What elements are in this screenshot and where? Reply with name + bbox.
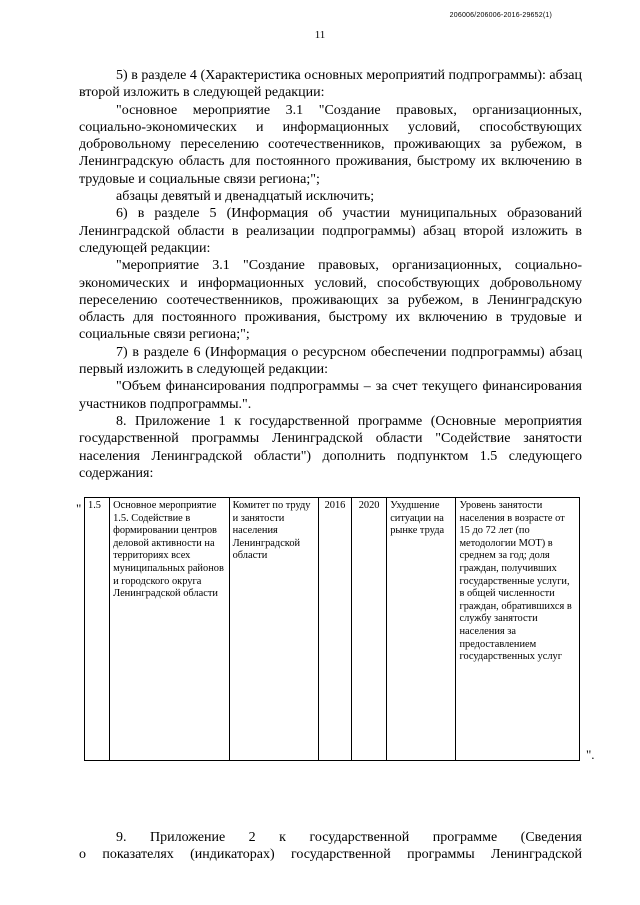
- table-row: [85, 498, 580, 761]
- cell-executor: Комитет по труду и занятости населения Ленинградской области: [229, 498, 318, 761]
- cell-year-start: 2016: [318, 498, 351, 761]
- paragraph-quote-financing: "Объем финансирования подпрограммы – за счет текущего финансирования участников подпрограммы.".: [79, 379, 582, 412]
- paragraph-appendix-2-cont: о показателях (индикаторах) государственной программы Ленинградской: [79, 847, 582, 863]
- table-open-quote: ": [76, 501, 82, 516]
- document-body: [79, 67, 582, 482]
- paragraph-quote-measure-3-1: "мероприятие 3.1 "Создание правовых, организационных, социально-экономических и информационных условий, способствующих добровольному переселению соотечественников, проживающих за рубежом, в Ленинградскую область для постоянного проживания, быстрому их включению в трудовые и социальные связи региона;";: [79, 258, 582, 343]
- appendix-table: [84, 497, 580, 761]
- cell-number: 1.5: [85, 498, 110, 761]
- paragraph-appendix-2: 9. Приложение 2 к государственной программе (Сведения: [116, 830, 582, 845]
- cell-year-end: 2020: [352, 498, 387, 761]
- document-id: 206006/206006-2016-29652(1): [449, 12, 552, 19]
- page-tail: [79, 829, 582, 864]
- cell-measure-name: Основное мероприятие 1.5. Содействие в формировании центров деловой активности на территориях всех муниципальных районов и городского округа Ленинградской области: [110, 498, 229, 761]
- paragraph-exclude: абзацы девятый и двенадцатый исключить;: [116, 189, 375, 205]
- paragraph-section-6: 7) в разделе 6 (Информация о ресурсном обеспечении подпрограммы) абзац первый изложить в следующей редакции:: [79, 344, 582, 378]
- table-close-quote: ".: [586, 747, 595, 762]
- page-number: 11: [314, 29, 326, 41]
- paragraph-appendix-1: 8. Приложение 1 к государственной программе (Основные мероприятия государственной программы Ленинградской области "Содействие занятости населения Ленинградской области") дополнить подпунктом 1.5 следующего содержания:: [79, 413, 582, 481]
- paragraph-section-4: 5) в разделе 4 (Характеристика основных мероприятий подпрограммы): абзац второй изложить в следующей редакции:: [79, 68, 582, 101]
- cell-risk: Ухудшение ситуации на рынке труда: [387, 498, 456, 761]
- paragraph-quote-3-1: "основное мероприятие 3.1 "Создание правовых, организационных, социально-экономических и информационных условий, способствующих добровольному переселению соотечественников, проживающих за рубежом, в Ленинградскую область для постоянного проживания, быстрому их включению в трудовые и социальные связи региона;";: [79, 102, 582, 187]
- paragraph-section-5: 6) в разделе 5 (Информация об участии муниципальных образований Ленинградской области в реализации подпрограммы) абзац второй изложить в следующей редакции:: [79, 206, 582, 256]
- cell-result: Уровень занятости населения в возрасте от 15 до 72 лет (по методологии МОТ) в среднем за год; доля граждан, получивших государственные услуги, в общей численности граждан, обратившихся в службу занятости населения за предоставлением государственных услуг: [456, 498, 580, 761]
